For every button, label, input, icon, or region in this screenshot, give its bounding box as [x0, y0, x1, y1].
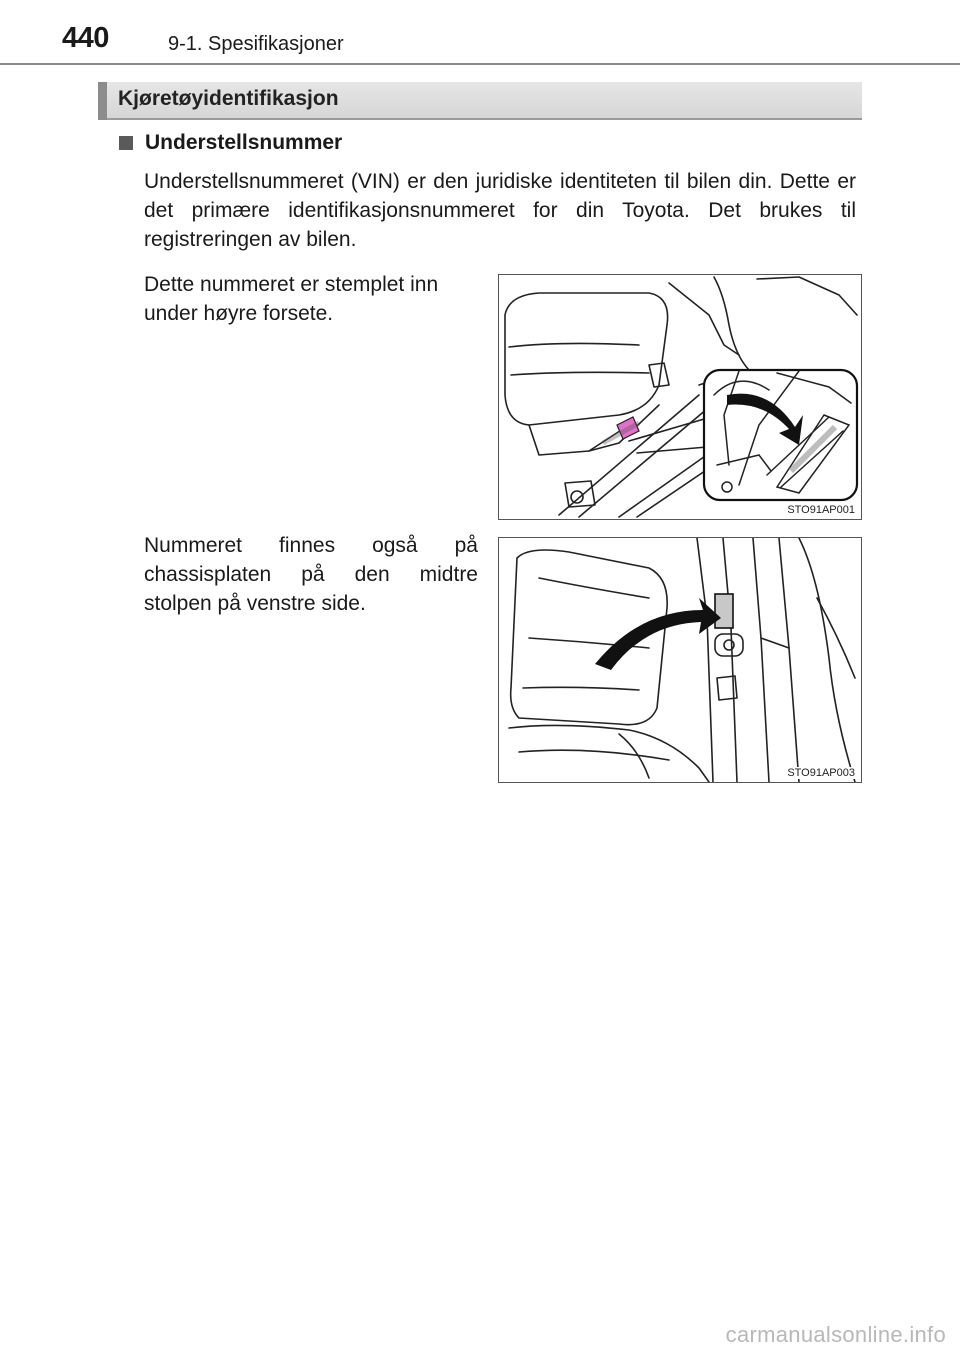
footer-watermark[interactable]: carmanualsonline.info — [725, 1322, 946, 1347]
figure1-code: STO91AP001 — [787, 504, 855, 516]
section-header — [98, 82, 862, 120]
figure-center-pillar — [498, 537, 862, 783]
header-rule — [0, 63, 960, 65]
figure-seat-underside — [498, 274, 862, 520]
section-title: Kjøretøyidentifikasjon — [118, 87, 339, 110]
vin-paragraph: Understellsnummeret (VIN) er den juridiske identiteten til bilen din. Dette er det primære identifikasjonsnummeret for din Toyota. Det brukes til registreringen av bilen. — [144, 170, 856, 251]
subsection-title: Understellsnummer — [145, 131, 343, 154]
page-number: 440 — [62, 22, 109, 54]
figure2-code: STO91AP003 — [787, 767, 855, 779]
chassis-plate-marker — [715, 594, 733, 628]
pillar-illustration — [499, 538, 861, 782]
arrow-icon — [595, 598, 721, 670]
seat-rail-illustration — [499, 275, 861, 519]
subsection-heading — [119, 131, 342, 155]
section-accent — [98, 82, 107, 120]
figure2-caption: Nummeret finnes også på chassisplaten på den midtre stolpen på venstre side. — [144, 534, 478, 615]
square-bullet-icon — [119, 136, 133, 150]
figure1-caption: Dette nummeret er stemplet inn under høyre forsete. — [144, 273, 439, 325]
chapter-title: 9-1. Spesifikasjoner — [168, 33, 344, 55]
